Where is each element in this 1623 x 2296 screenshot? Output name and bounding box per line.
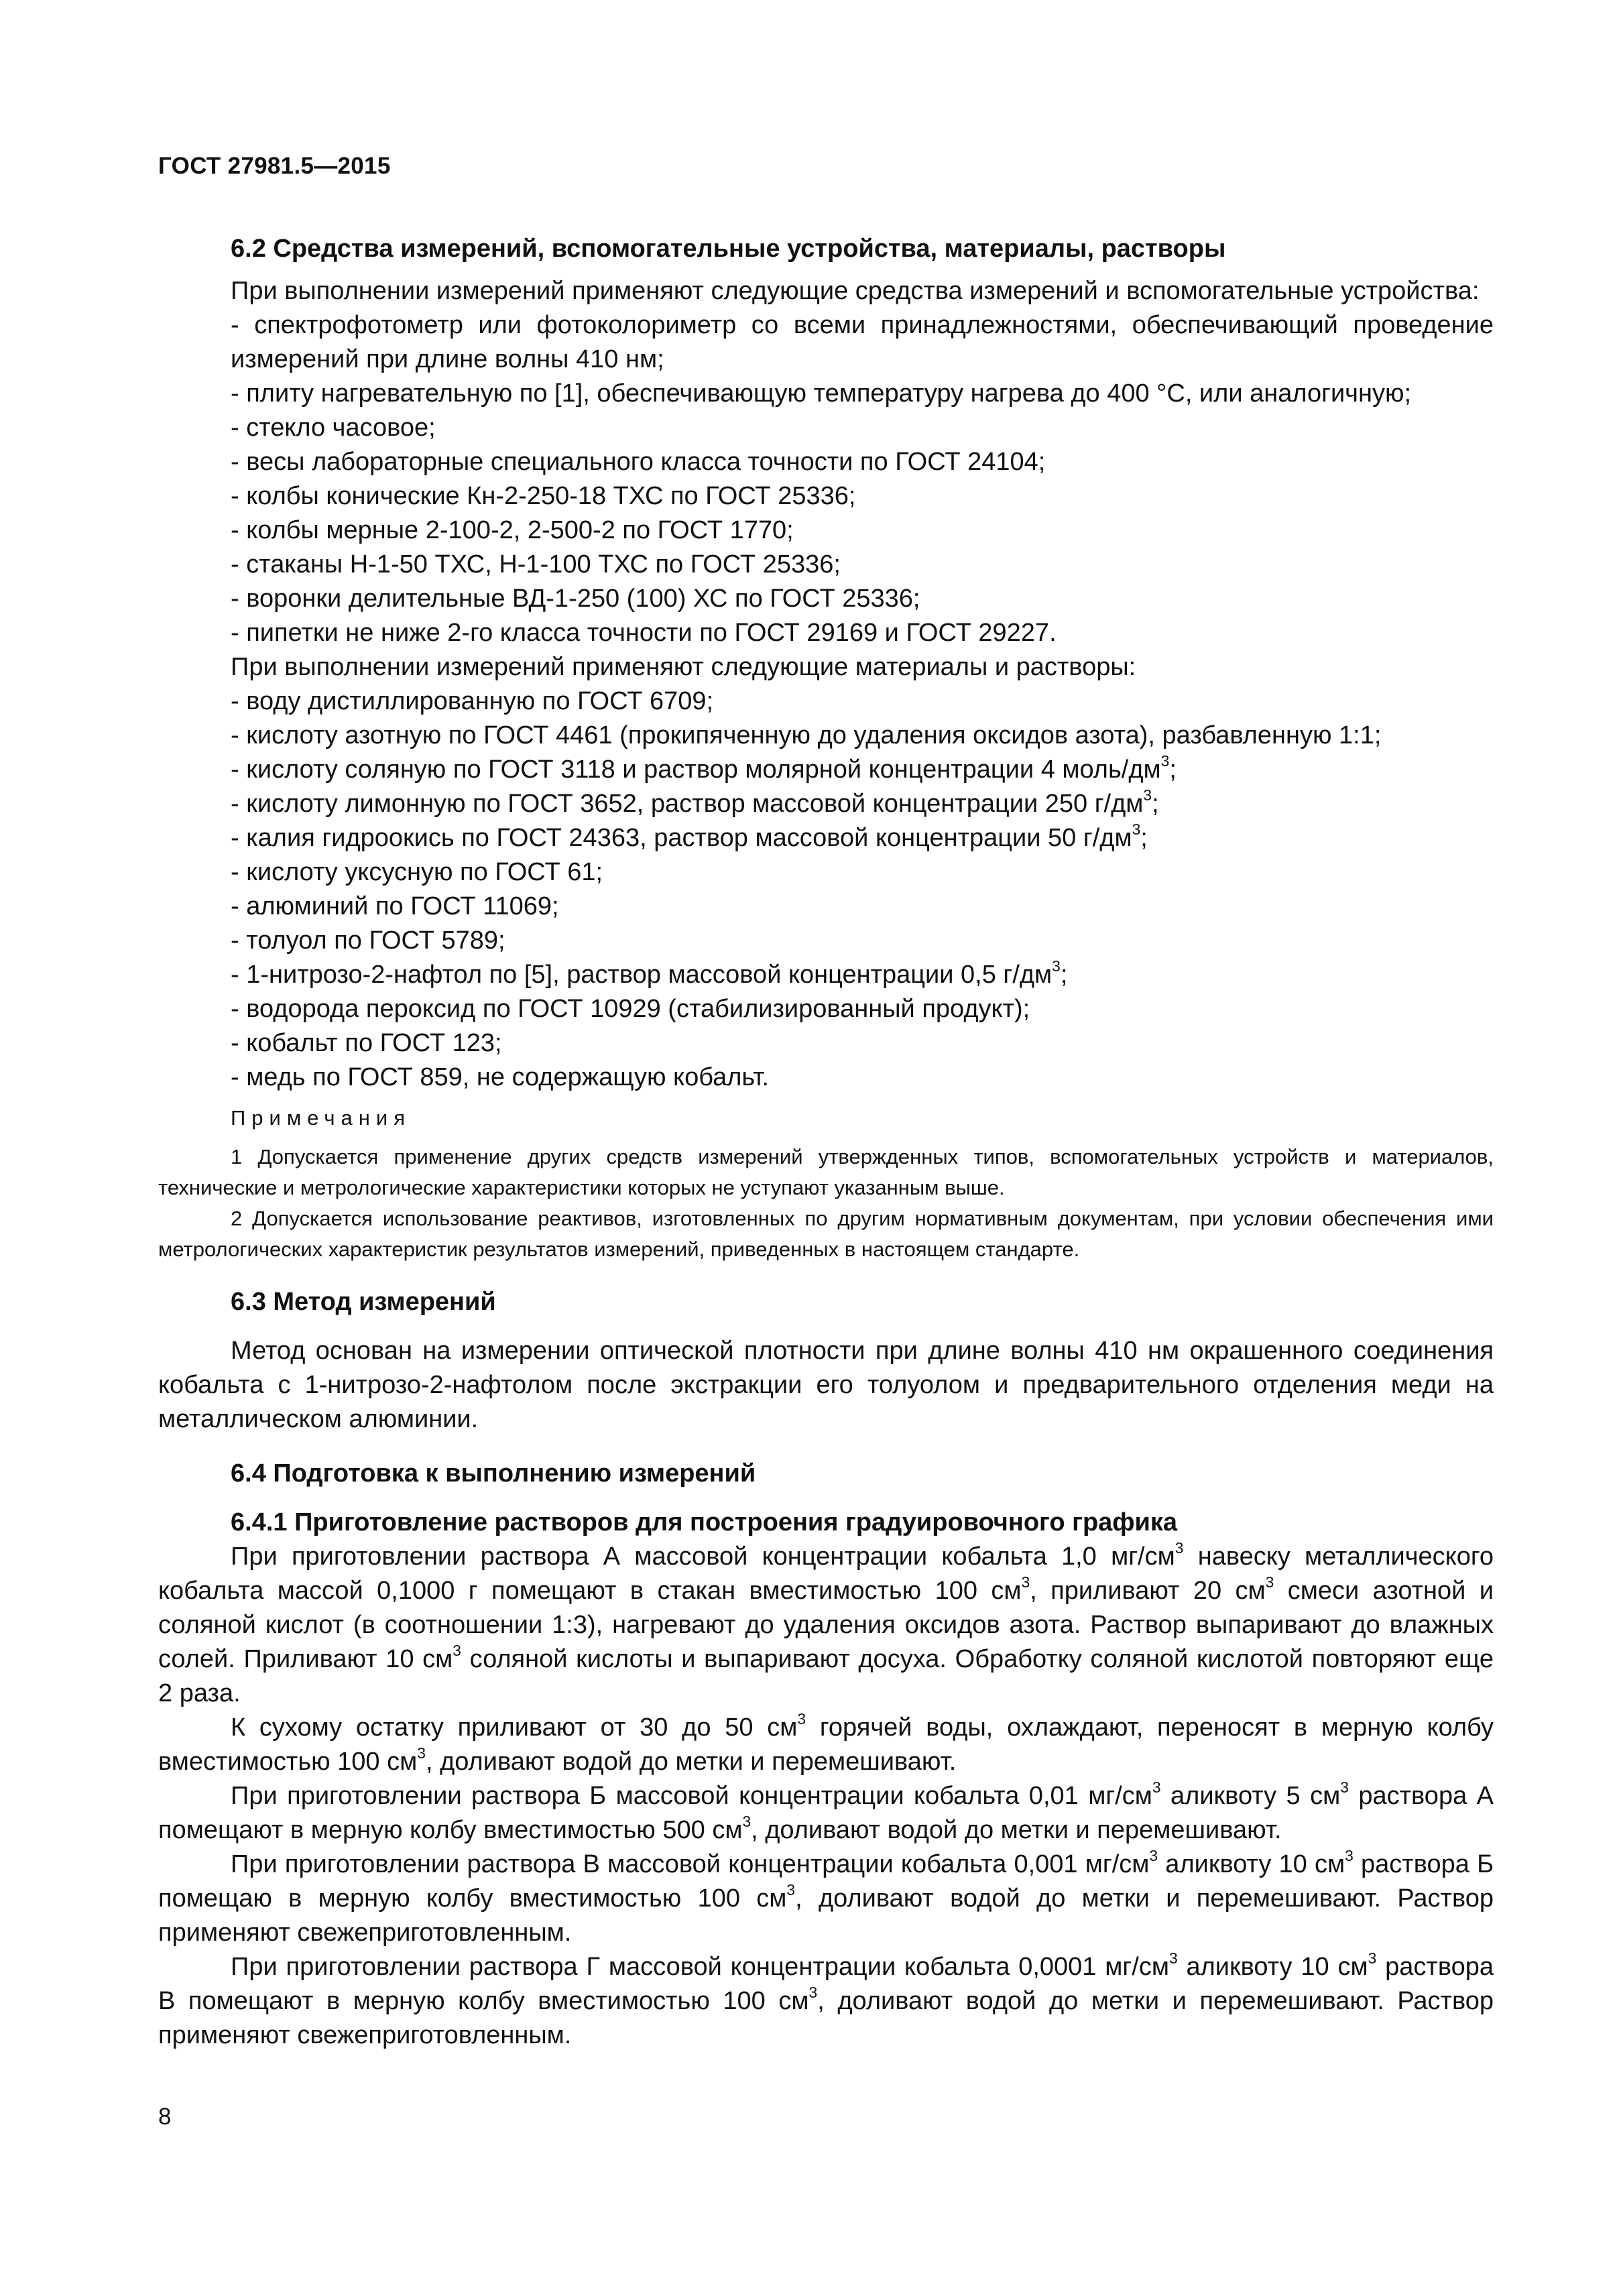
list-item: - колбы мерные 2-100-2, 2-500-2 по ГОСТ 1770; [231, 516, 794, 544]
list-item: - алюминий по ГОСТ 11069; [231, 892, 559, 920]
instruments-intro: При выполнении измерений применяют следующие средства измерений и вспомогательные устройства: [231, 277, 1480, 305]
list-item: - 1-нитрозо-2-нафтол по [5], раствор массовой концентрации 0,5 $г/дм^3$; [231, 957, 1068, 989]
list-item: - толуол по ГОСТ 5789; [231, 926, 505, 955]
list-item: - кобальт по ГОСТ 123; [231, 1029, 502, 1057]
page-number: 8 [158, 2104, 172, 2130]
section-6-2-title: 6.2 Средства измерений, вспомогательные устройства, материалы, растворы [231, 235, 1226, 263]
dry-residue-paragraph: К сухому остатку приливают от 30 до 50 $см^3$ горячей воды, охлаждают, переносят в мерную колбу вместимостью 100 $см^3$, доливают водой до метки и перемешивают. [158, 1709, 1494, 1776]
list-item: - стаканы Н-1-50 ТХС, Н-1-100 ТХС по ГОСТ 25336; [231, 550, 841, 579]
list-item: - калия гидроокись по ГОСТ 24363, раствор массовой концентрации 50 $г/дм^3$; [231, 820, 1148, 852]
page-content [158, 232, 1494, 2053]
list-item: - стекло часовое; [231, 414, 436, 442]
solution-b-paragraph: При приготовлении раствора Б массовой концентрации кобальта 0,01 $мг/см^3$ аликвоту 5 $см^3$ раствора А помещают в мерную колбу вместимостью 500 $см^3$, доливают водой до метки и перемешивают. [158, 1778, 1494, 1844]
list-item: - медь по ГОСТ 859, не содержащую кобальт. [231, 1063, 770, 1091]
method-paragraph: Метод основан на измерении оптической плотности при длине волны 410 нм окрашенного соединения кобальта с 1-нитрозо-2-нафтолом после экстракции его толуолом и предварительного отделения меди на металлическом алюминии. [158, 1337, 1494, 1433]
note-2: 2 Допускается использование реактивов, изготовленных по другим нормативным документам, при условии обеспечения ими метрологических характеристик результатов измерений, приведенных в настоящем стандарте. [158, 1207, 1494, 1261]
list-item: - кислоту уксусную по ГОСТ 61; [231, 858, 603, 886]
list-item: - воду дистиллированную по ГОСТ 6709; [231, 687, 714, 715]
list-item: - кислоту лимонную по ГОСТ 3652, раствор массовой концентрации 250 $г/дм^3$; [231, 786, 1159, 818]
section-6-3-title: 6.3 Метод измерений [231, 1288, 496, 1316]
solution-v-paragraph: При приготовлении раствора В массовой концентрации кобальта 0,001 $мг/см^3$ аликвоту 10 $см^3$ раствора Б помещаю в мерную колбу вместимостью 100 $см^3$, доливают водой до метки и перемешивают. Раствор применяют свежеприготовленным. [158, 1846, 1494, 1947]
list-item: - кислоту азотную по ГОСТ 4461 (прокипяченную до удаления оксидов азота), разбавленную 1:1; [231, 721, 1382, 749]
section-6-4-1-title: 6.4.1 Приготовление растворов для построения градуировочного графика [231, 1508, 1178, 1536]
list-item: - спектрофотометр или фотоколориметр со всеми принадлежностями, обеспечивающий проведение измерений при длине волны 410 нм; [231, 311, 1494, 373]
notes-title: Примечания [231, 1106, 411, 1130]
solution-a-paragraph: При приготовлении раствора А массовой концентрации кобальта 1,0 $мг/см^3$ навеску металлического кобальта массой 0,1000 г помещают в стакан вместимостью 100 $см^3$, приливают 20 $см^3$ смеси азотной и соляной кислот (в соотношении 1:3), нагревают до удаления оксидов азота. Раствор выпаривают до влажных солей. Приливают 10 $см^3$ соляной кислоты и выпаривают досуха. Обработку соляной кислотой повторяют еще 2 раза. [158, 1538, 1494, 1707]
materials-list [158, 684, 1494, 1095]
list-item: - воронки делительные ВД-1-250 (100) ХС по ГОСТ 25336; [231, 585, 920, 613]
list-item: - колбы конические Кн-2-250-18 ТХС по ГОСТ 25336; [231, 482, 856, 510]
instruments-list [158, 308, 1494, 650]
list-item: - пипетки не ниже 2-го класса точности по ГОСТ 29169 и ГОСТ 29227. [231, 619, 1057, 647]
list-item: - кислоту соляную по ГОСТ 3118 и раствор молярной концентрации 4 моль/$дм^3$; [231, 751, 1177, 784]
list-item: - плиту нагревательную по [1], обеспечивающую температуру нагрева до 400 °С, или аналогичную; [231, 379, 1412, 408]
list-item: - весы лабораторные специального класса точности по ГОСТ 24104; [231, 448, 1046, 476]
section-6-4-title: 6.4 Подготовка к выполнению измерений [231, 1459, 756, 1488]
materials-intro: При выполнении измерений применяют следующие материалы и растворы: [231, 653, 1136, 681]
note-1: 1 Допускается применение других средств измерений утвержденных типов, вспомогательных устройств и материалов, технические и метрологические характеристики которых не уступают указанным выше. [158, 1145, 1494, 1199]
list-item: - водорода пероксид по ГОСТ 10929 (стабилизированный продукт); [231, 995, 1030, 1023]
solution-g-paragraph: При приготовлении раствора Г массовой концентрации кобальта 0,0001 $мг/см^3$ аликвоту 10 $см^3$ раствора В помещают в мерную колбу вместимостью 100 $см^3$, доливают водой до метки и перемешивают. Раствор применяют свежеприготовленным. [158, 1949, 1494, 2049]
document-id-header: ГОСТ 27981.5—2015 [158, 153, 391, 179]
